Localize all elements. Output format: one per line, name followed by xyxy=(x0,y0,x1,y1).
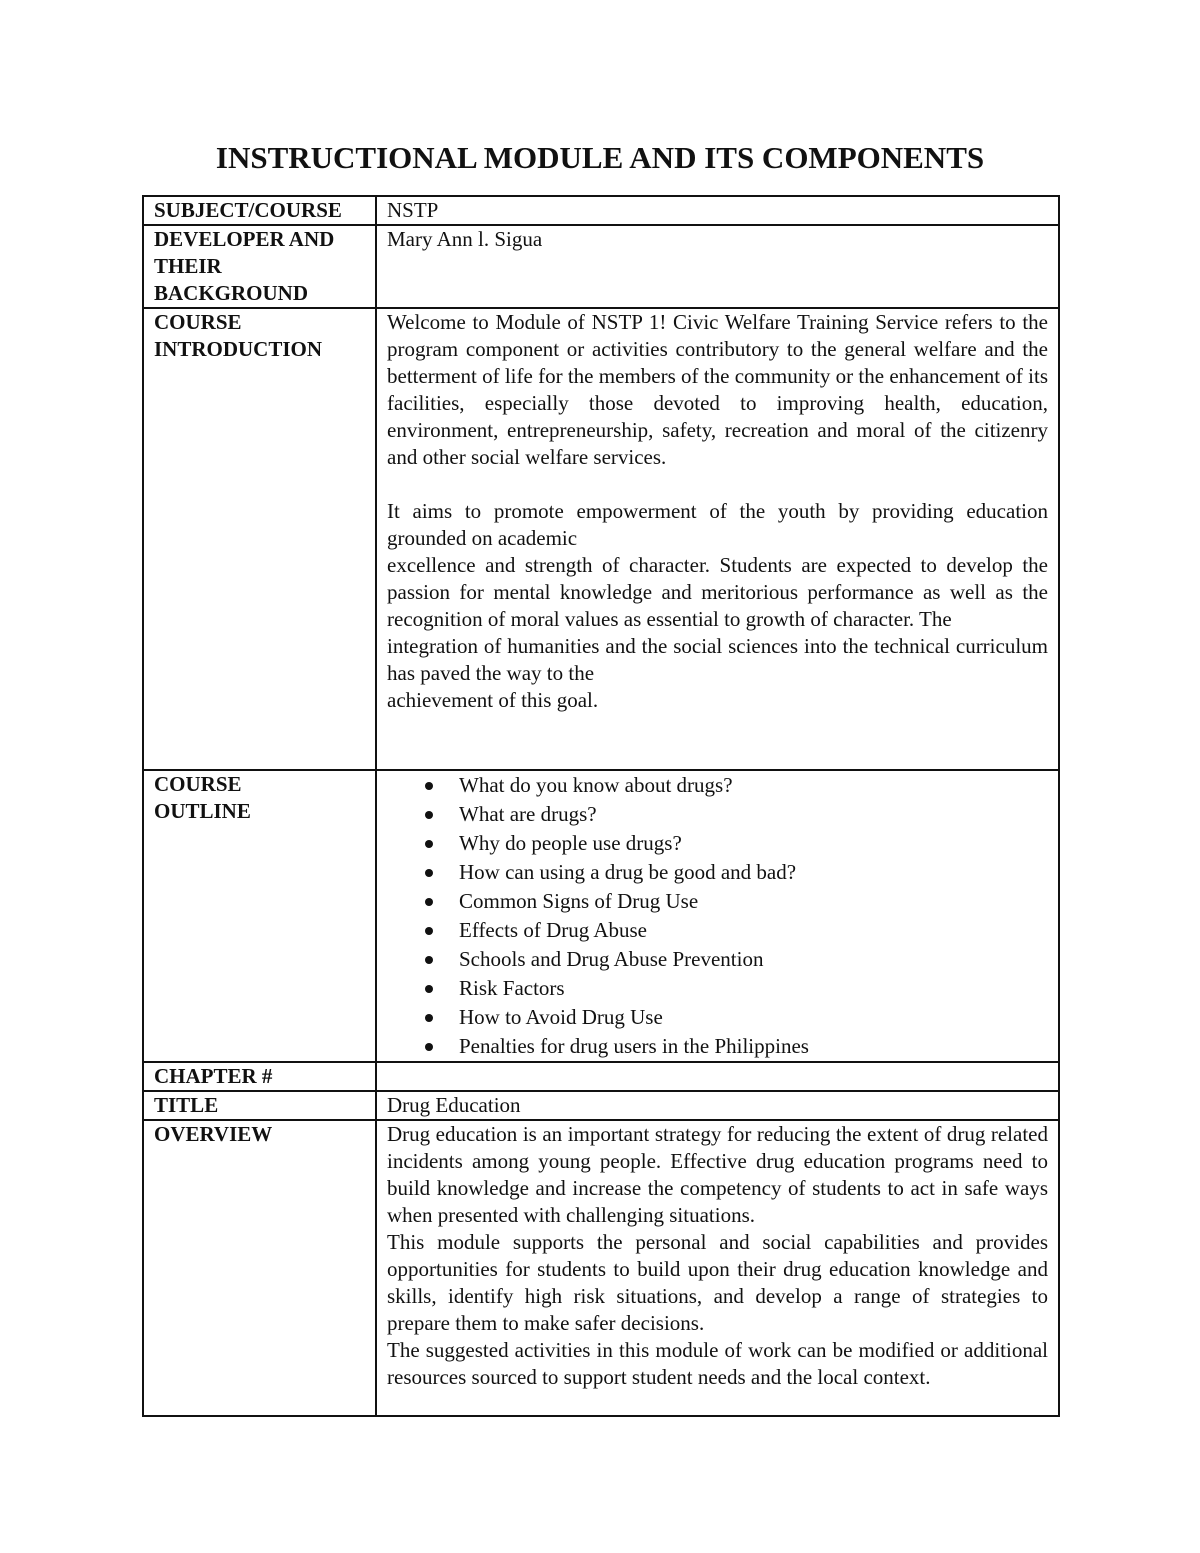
outline-label xyxy=(143,770,376,1062)
bullet-icon xyxy=(425,927,433,935)
bullet-icon xyxy=(425,898,433,906)
developer-label-line: DEVELOPER AND xyxy=(154,227,335,251)
introduction-label-line: INTRODUCTION xyxy=(154,337,323,361)
row-subject xyxy=(143,196,1059,225)
introduction-paragraph-line: integration of humanities and the social sciences into the technical curriculum has paved the way to the xyxy=(387,634,1048,685)
bullet-icon xyxy=(425,985,433,993)
introduction-label xyxy=(143,308,376,770)
row-title xyxy=(143,1091,1059,1120)
overview-paragraph: This module supports the personal and social capabilities and provides opportunities for students to build upon their drug education knowledge and skills, identify high risk situations, and develop a range of strategies to prepare them to make safer decisions. xyxy=(387,1230,1048,1335)
outline-item xyxy=(387,1032,1048,1061)
bullet-icon xyxy=(425,956,433,964)
developer-label-line: BACKGROUND xyxy=(154,281,309,305)
page-title: INSTRUCTIONAL MODULE AND ITS COMPONENTS xyxy=(215,140,985,175)
overview-paragraph: The suggested activities in this module of work can be modified or additional resources sourced to support student needs and the local context. xyxy=(387,1338,1048,1389)
outline-item xyxy=(387,1003,1048,1032)
overview-label: OVERVIEW xyxy=(143,1120,376,1416)
outline-label-line: COURSE xyxy=(154,772,242,796)
developer-label-line: THEIR xyxy=(154,254,222,278)
overview-paragraph: Drug education is an important strategy for reducing the extent of drug related incidents among young people. Effective drug education programs need to build knowledge and increase the competency of students to act in safe ways when presented with challenging situations. xyxy=(387,1122,1048,1227)
outline-item xyxy=(387,974,1048,1003)
module-table xyxy=(142,195,1060,1417)
developer-label xyxy=(143,225,376,308)
row-chapter xyxy=(143,1062,1059,1091)
introduction-paragraph-line: achievement of this goal. xyxy=(387,688,599,712)
bullet-icon xyxy=(425,869,433,877)
outline-item xyxy=(387,771,1048,800)
introduction-paragraph: Welcome to Module of NSTP 1! Civic Welfare Training Service refers to the program component or activities contributory to the general welfare and the betterment of life for the members of the community or the enhancement of its facilities, especially those devoted to improving health, education, environment, entrepreneurship, safety, recreation and moral of the citizenry and other social welfare services. xyxy=(387,310,1048,469)
outline-item-text: Common Signs of Drug Use xyxy=(459,889,699,913)
outline-value xyxy=(376,770,1059,1062)
outline-item xyxy=(387,945,1048,974)
outline-item xyxy=(387,887,1048,916)
chapter-value xyxy=(376,1062,1059,1091)
outline-item xyxy=(387,829,1048,858)
chapter-label: CHAPTER # xyxy=(143,1062,376,1091)
bullet-icon xyxy=(425,782,433,790)
introduction-paragraph-line: excellence and strength of character. Students are expected to develop the passion for mental knowledge and meritorious performance as well as the recognition of moral values as essential to growth of character. The xyxy=(387,553,1048,631)
bullet-icon xyxy=(425,840,433,848)
outline-item-text: Why do people use drugs? xyxy=(459,831,682,855)
outline-item xyxy=(387,858,1048,887)
outline-item xyxy=(387,916,1048,945)
outline-item-text: Schools and Drug Abuse Prevention xyxy=(459,947,764,971)
outline-item-text: How can using a drug be good and bad? xyxy=(459,860,797,884)
bullet-icon xyxy=(425,811,433,819)
row-introduction xyxy=(143,308,1059,770)
outline-label-line: OUTLINE xyxy=(154,799,251,823)
outline-item-text: How to Avoid Drug Use xyxy=(459,1005,663,1029)
row-outline xyxy=(143,770,1059,1062)
outline-item xyxy=(387,800,1048,829)
bullet-icon xyxy=(425,1043,433,1051)
introduction-paragraph-line: It aims to promote empowerment of the youth by providing education grounded on academic xyxy=(387,499,1048,550)
outline-list xyxy=(387,771,1048,1061)
outline-item-text: Risk Factors xyxy=(459,976,565,1000)
developer-value: Mary Ann l. Sigua xyxy=(376,225,1059,308)
overview-value xyxy=(376,1120,1059,1416)
introduction-value xyxy=(376,308,1059,770)
title-label: TITLE xyxy=(143,1091,376,1120)
introduction-label-line: COURSE xyxy=(154,310,242,334)
subject-value: NSTP xyxy=(376,196,1059,225)
bullet-icon xyxy=(425,1014,433,1022)
outline-item-text: What do you know about drugs? xyxy=(459,773,733,797)
subject-label: SUBJECT/COURSE xyxy=(143,196,376,225)
row-developer xyxy=(143,225,1059,308)
outline-item-text: What are drugs? xyxy=(459,802,597,826)
outline-item-text: Effects of Drug Abuse xyxy=(459,918,647,942)
row-overview xyxy=(143,1120,1059,1416)
title-value: Drug Education xyxy=(376,1091,1059,1120)
outline-item-text: Penalties for drug users in the Philippines xyxy=(459,1034,809,1058)
